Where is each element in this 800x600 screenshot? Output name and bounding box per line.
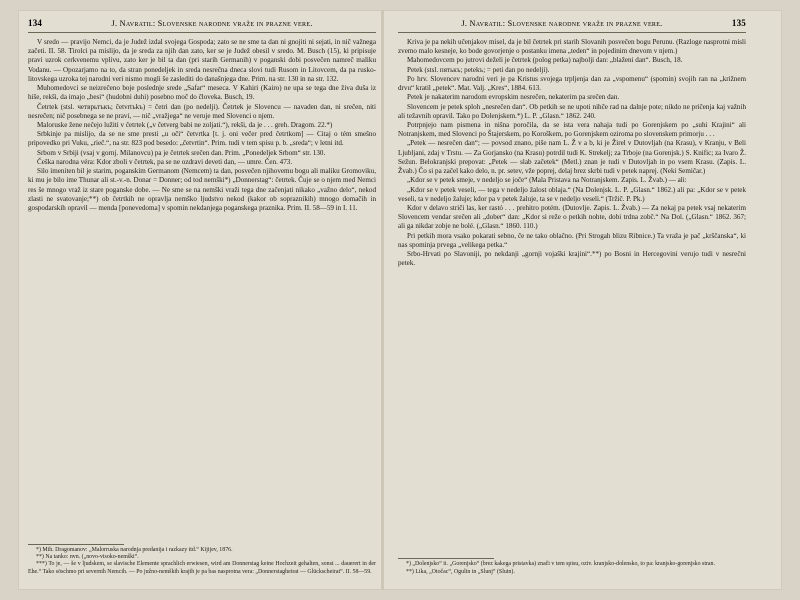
right-page-body — [398, 38, 746, 268]
right-page-running-head: J. Navratil: Slovenske narodne vraže in prazne vere. — [461, 19, 663, 28]
paragraph: Silo imeniten bil je starim, poganskim Germanom (Nemcem) ta dan, posvečen njihovemu bogu ali maliku Gromoviku, ki mu je bilo ime Thunar ali st.-v.-n. Donar = Donner; od tod nemški*) „Donnerstag“: četrtek. Čuje se o njem med Nemci res še mnogo vraž iz stare poganske dobe. — Ne sme se na nemški vraži tega dne začenjati nikako „važno delo“, nekod zlasti ne svatovanje;**) ob četrtkih ne opravlja nemško ljudstvo nekod (kakor ob sopraznikih) mnogo domačih in gospodarskih opravil — menda [ponevedoma] v spomin nekdanjega poganskega praznika. Prim. II. 58—59 in I. 11. — [28, 167, 376, 212]
footnote: **) Na tanko: nvn. („novo-visoko-nemški“. — [36, 553, 139, 560]
paragraph: Srbkinje pa mislijo, da se ne sme presti „u oči“ četvrtka [t. j. oni večer pred četrtkom] — Citaj o tém smešno pripovedko pri Vuku, „rieč.“, na str. 823 pod besedo: „četvrtin“. Prim. tudi v tem spisu p. b. „sreda“; v letni itd. — [28, 130, 376, 148]
paragraph: Srbo-Hrvati po Slavoniji, po nekdanji „gornji vojaški krajini“.**) po Bosni in Hercegovini verujo tudi v nesrečni petek. — [398, 250, 746, 268]
left-page-folio: 134 — [28, 18, 43, 28]
paragraph: Maloruske žene nečejo lužiti v četrtek („v četverg babi ne zoljati.“), rekši, da je . . . greh. Dragom. 22.*) — [37, 120, 333, 129]
paragraph: V sredo — pravijo Nemci, da je Judež izdal svojega Gospoda; zato se ne sme ta dan ni gnojiti ni sejati, in nič važnega začeti. II. 58. Tirolci pa mislijo, da je sreda za njih dan zato, ker se je Judež obesil v sredo. M. Busch (15), ki pripisuje pravi uzrok cerkvenemu vplivu, zato ker je bil ta dan (pri starih Germanih) v poganski dobi posvečen namreč maliku Vodanu. — Opozarjamo na to, da stran ponedeljek in sreda nesrečna dneca slovi tudi Rusom in Litovcem, da pa rusko-litovskega uzroka tej narodni veri nismo mogli še zaslediti do današnjega dne. Prim. na str. 130 in na str. 132. — [28, 38, 376, 83]
paragraph: Kriva je pa nekih učenjakov misel, da je bil četrtek pri starih Slovanih posvečen bogu Perunu. (Razloge nasprotni misli zvemo malo kesneje, ko bode govorjenje o postanku imena „teden“ in pojedinim dnevom v njem.) — [398, 38, 746, 56]
paragraph: Po hrv. Slovencev narodni veri je pa Kristus svojega trpljenja dan za „vspomenu“ (spomin) svojih ran na „križnem drvu“ kratil „petek“. Mat. Valj. „Kres“, 1884. 613. — [398, 74, 746, 93]
paragraph: Kdor v delavo striči las, ker rastó . . . prehitro potém. (Dutovlje. Zapis. L. Žvab.) — Za nekaj pa petek vsaj nekaterim Slovencem vendar srečen ali „dober“ dan: „Kdor si reže o petkih nohte, dobi trdna zobč.“ Na Dol. („Glasn.“ 1862. 367; ali ga nikdar zobje ne bolé. („Glasn.“ 1860. 110.) — [398, 203, 746, 231]
footnote: *) „Dolenjsko“ ii. „Gorenjsko“ (brez kakega pristavka) znači v tem spisu, oziv. kranjsko-dolensko, to pa: kranjsko-gorenjsko stran. — [406, 561, 715, 568]
right-page — [398, 18, 746, 576]
paragraph: Potrpnjejo nam pismena in nišna poročila, da se ista vera nahaja tudi po Gorenjskem po „suhi Krajini“ ali Notranjskem, med Slovenci po Štajerskem, po Koroškem, po Gorenjskem oziroma po slovenskem primorju . . . — [398, 120, 746, 139]
right-header-rule — [398, 32, 746, 33]
right-page-footnotes — [398, 558, 746, 576]
left-page-body — [28, 38, 376, 213]
footnote: *) Mih. Dragomanov: „Malorruska narodnja predanija i razkazy itd.“ Kijijev, 1876. — [36, 546, 233, 553]
paragraph: „Kdor se v petek smeje, v nedeljo se joče“ (Mala Pristava na Notranjskem. Zapis. L. Žvab.) — ali: — [407, 176, 687, 185]
left-page-footnotes — [28, 544, 376, 577]
left-page-running-head: J. Navratil: Slovenske narodne vraže in prazne vere. — [111, 19, 313, 28]
footnote: ***) To je, — še v ljudskem, se slavische Elemente sprachlich erwiesen, wird am Donnerstag keine Hochzeit gehalten, sonst ... dauerert in der Ehe.“ Tako söschmo pri severnih Nemcih. — Po južno-nemških krajih je pa bas nasprotna vera: „Donnerstagheirat — Glückscheirat“. II. 58—59. — [28, 561, 376, 575]
left-page-header — [28, 18, 376, 30]
paragraph: Četrtek (stsl. четврьтъкъ; četvrtъkъ) = četri dan (po nedelji). Četrtek je Slovencu — navaden dan, ni srečen, niti nesrečen; nič posebnega se ne pravi, — nič „vražjega“ ne veruje med Slovenci o njem. — [28, 102, 376, 120]
footnote-rule — [28, 544, 124, 545]
footnote-rule — [398, 558, 494, 559]
paragraph: Pri petkih mora vsako pokarati sebno, če ne tako oblačno. (Pri Strogah blizu Ribnice.) Ta vraža je pač „krščanska“, ki nas spominja prvega „velikega petka.“ — [398, 231, 746, 249]
page-gutter — [381, 10, 384, 590]
right-page-header — [398, 18, 746, 30]
paragraph: Srbom v Srbiji (vsaj v gornj. Milanovcu) pa je četrtek srečen dan. Prim. „Ponedeljek Srbom“ str. 130. — [37, 148, 326, 157]
paragraph: Petek je nakaterim narodom evropskim nesrečen, nekaterim pa srečen dan. — [407, 93, 620, 102]
footnote: **) Lika, „Otočac“, Ogulin in „Slunj“ (Sluin). — [406, 568, 515, 575]
paragraph: Slovencem je petek sploh „nesrečen dan“. Ob petkih se ne upoti nihče rad na dalnje pote; nikdo ne pričenja kaj važnih ali težavnih opravil. Tako po Dolenjskem.*) L. P. „Glasn.“ 1862. 240. — [398, 102, 746, 120]
right-page-folio: 135 — [731, 18, 746, 28]
paragraph: Muhomedovci se neizrečeno boje poslednje srede „Safar“ meseca. V Kahiri (Kairo) ne upa se tega dne živa duša iz hiše, rekši, da imajo „besi“ (hudobni duhi) posebno moč do človeka. Busch, 19. — [28, 84, 376, 102]
paragraph: „Kdor se v petek veseli, — tega v nedeljo žalost oblaja.“ (Na Dolenjsk. L. P. „Glasn.“ 1862.) ali pa: „Kdor se v petek veseli, ta v nedeljo žaluje; kdor pa v petek žaluje, ta se v nedeljo veseli.“ (Tržič. P. Pk.) — [398, 185, 746, 203]
paragraph: Petek (stsl. пятькъ; petekъ; = peti dan po nedelji). — [407, 65, 550, 74]
paragraph: „Petek — nesrečen dan“; — povsod znano, piše nam L. Ž v a b, ki je Žirel v Dutovljah (na Krasu), v Kranju, v Beli Ljubljani, zdaj v Trstu. — Za Gorjansko (na Krasu) potrdil tudi K. Strekelj; za Trboje (na Gorenjsk.) S. Knific; za Ivaro Ž. Sežun. Belokranjski prepovat: „Petek — slab začetek“ (Metl.) znan je tudi v Dutovljah in po vsem Krasu. (Zapis. L. Žvab.) Čo si pa začel kako delo, n. pr. setev, vže poprej, delaj brez skrbi tudi v petek naprej. (Neki Semičar.) — [398, 139, 746, 176]
paragraph: Mahomedovcem po jutrovi deželi je četrtek (polog petka) najbolji dan: „blaženi dan“. Busch, 18. — [407, 56, 683, 65]
paragraph: Češka narodna véra: Kdor zboli v četrtek, pa se ne ozdravi deveti dan, — umre. Čen. 473. — [37, 157, 293, 166]
left-page — [28, 18, 376, 576]
left-header-rule — [28, 32, 376, 33]
